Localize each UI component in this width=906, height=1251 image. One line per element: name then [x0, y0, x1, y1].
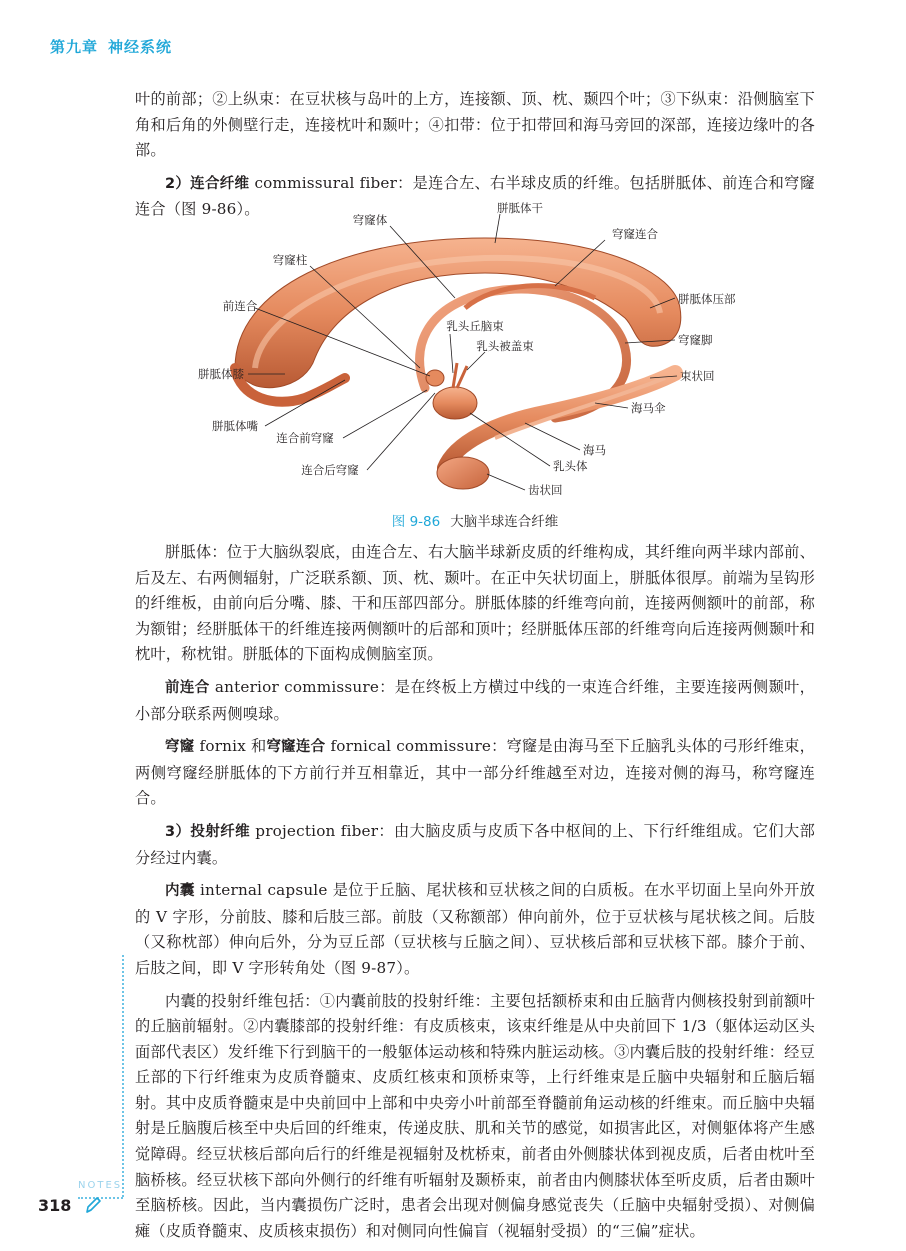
term-internal-capsule: 内囊 — [165, 883, 195, 900]
mammillary-body-shape — [433, 387, 477, 419]
body-text — [135, 540, 815, 1251]
paragraph-anterior-commissure — [135, 675, 815, 727]
pencil-icon — [84, 1195, 102, 1215]
label-hippocampus: 海马 — [583, 443, 606, 457]
label-fimbria: 海马伞 — [631, 401, 666, 415]
paragraph-body: internal capsule 是位于丘脑、尾状核和豆状核之间的白质板。在水平切面上呈向外开放的 V 字形，分前肢、膝和后肢三部。前肢（又称额部）伸向前外，位于豆状核与尾状核之间。后肢（又称枕部）伸向后外，分为豆丘部（豆状核与丘脑之间）、豆状核后部和豆状核下部。膝介于前、后肢之间，即 V 字形转角处（图 9-87）。 — [135, 881, 815, 977]
label-postcommissural: 连合后穹窿 — [301, 463, 359, 477]
figure-caption — [135, 510, 815, 530]
figure-commissural-fibers — [195, 198, 735, 503]
label-genu: 胼胝体膝 — [198, 367, 244, 381]
paragraph: 叶的前部；②上纵束：在豆状核与岛叶的上方，连接额、顶、枕、颞四个叶；③下纵束：沿侧脑室下角和后角的外侧壁行走，连接枕叶和颞叶；④扣带：位于扣带回和海马旁回的深部，连接边缘叶的各部。 — [135, 90, 815, 160]
term-fornix: 穹窿 — [165, 739, 195, 756]
figure-title: 大脑半球连合纤维 — [450, 514, 559, 530]
figure-number: 图 9-86 — [391, 514, 441, 530]
notes-margin-line — [122, 955, 124, 1197]
paragraph-projection — [135, 819, 815, 871]
term-anterior-commissure: 前连合 — [165, 679, 210, 696]
paragraph-projection-fibers: 内囊的投射纤维包括：①内囊前肢的投射纤维：主要包括额桥束和由丘脑背内侧核投射到前额叶的丘脑前辐射。②内囊膝部的投射纤维：有皮质核束，该束纤维是从中央前回下 1/3（躯体运动区头面部代表区）发纤维下行到脑干的一般躯体运动核和特殊内脏运动核。③内囊后肢的投射纤维：经豆丘部的下行纤维束为皮质脊髓束、皮质红核束和顶桥束等，上行纤维束是丘脑中央辐射和丘脑后辐射。其中皮质脊髓束是中央前回中上部和中央旁小叶前部至脊髓前角运动核的纤维束。而丘脑中央辐射是丘脑腹后核至中央后回的纤维束，传递皮肤、肌和关节的感觉，如损害此区，对侧躯体将产生感觉障碍。经豆状核后部向后行的纤维是视辐射及枕桥束，前者由外侧膝状体到视皮质，后者由枕叶至脑桥核。经豆状核下部向外侧行的纤维有听辐射及颞桥束，前者由内侧膝状体至听皮质，后者由颞叶至脑桥核。因此，当内囊损伤广泛时，患者会出现对侧偏身感觉丧失（丘脑中央辐射受损）、对侧偏瘫（皮质脊髓束、皮质核束损伤）和对侧同向性偏盲（视辐射受损）的“三偏”症状。 — [135, 991, 815, 1240]
chapter-number: 第九章 — [50, 38, 99, 56]
label-mammillotegmental: 乳头被盖束 — [476, 339, 534, 353]
chapter-title: 神经系统 — [108, 38, 173, 56]
page-number: 318 — [38, 1196, 72, 1215]
paragraph-body: fornix 和 — [194, 737, 267, 756]
paragraph-body: projection fiber：由大脑皮质与皮质下各中枢间的上、下行纤维组成。它们大部分经过内囊。 — [135, 821, 815, 867]
paragraph-internal-capsule — [135, 878, 815, 981]
label-dentate: 齿状回 — [528, 483, 563, 497]
label-corpus-body: 胼胝体干 — [497, 201, 543, 215]
paragraph-corpus-callosum: 胼胝体：位于大脑纵裂底，由连合左、右大脑半球新皮质的纤维构成，其纤维向两半球内部前、后及左、右两侧辐射，广泛联系额、顶、枕、颞叶。在正中矢状切面上，胼胝体很厚。前端为呈钩形的纤维板，由前向后分嘴、膝、干和压部四部分。胼胝体膝的纤维弯向前，连接两侧额叶的前部，称为额钳；经胼胝体干的纤维连接两侧额叶的后部和顶叶；经胼胝体压部的纤维弯向后连接两侧颞叶和枕叶，称枕钳。胼胝体的下面构成侧脑室顶。 — [135, 543, 815, 664]
label-fornix-column: 穹窿柱 — [272, 253, 308, 267]
label-anterior-commissure: 前连合 — [222, 299, 258, 313]
notes-label: NOTES — [78, 1180, 123, 1191]
paragraph-body: commissural fiber：是连合左、右半球皮质的纤维。包括胼胝体、前连合和穹窿连合（图 9-86）。 — [135, 173, 815, 219]
chapter-header — [50, 36, 172, 57]
paragraph-fornix — [135, 734, 815, 812]
paragraph-body: fornical commissure：穹窿是由海马至下丘脑乳头体的弓形纤维束，两侧穹窿经胼胝体的下方前行并互相靠近，其中一部分纤维越至对边，连接对侧的海马，称穹窿连合。 — [135, 737, 815, 808]
label-fasciolar-gyrus: 束状回 — [680, 369, 715, 383]
term-projection: 3）投射纤维 — [165, 823, 251, 840]
dentate-shape — [437, 457, 489, 489]
label-mammillothalamic: 乳头丘脑束 — [446, 319, 504, 333]
small-tracts-shape — [453, 363, 467, 388]
column-knob-shape — [426, 370, 444, 386]
label-splenium: 胼胝体压部 — [678, 292, 735, 306]
term-fornical-commissure: 穹窿连合 — [266, 739, 326, 756]
label-precommissural: 连合前穹窿 — [276, 431, 334, 445]
paragraph-body: anterior commissure：是在终板上方横过中线的一束连合纤维，主要连接两侧颞叶，小部分联系两侧嗅球。 — [135, 677, 815, 723]
label-rostrum: 胼胝体嘴 — [212, 419, 258, 433]
label-fornix: 穹窿体 — [352, 213, 388, 227]
label-fornical-commissure: 穹窿连合 — [612, 227, 658, 241]
term-heading: 2）连合纤维 — [165, 175, 250, 192]
label-fornix-crus: 穹窿脚 — [678, 333, 713, 347]
label-mammillary: 乳头体 — [553, 459, 588, 473]
